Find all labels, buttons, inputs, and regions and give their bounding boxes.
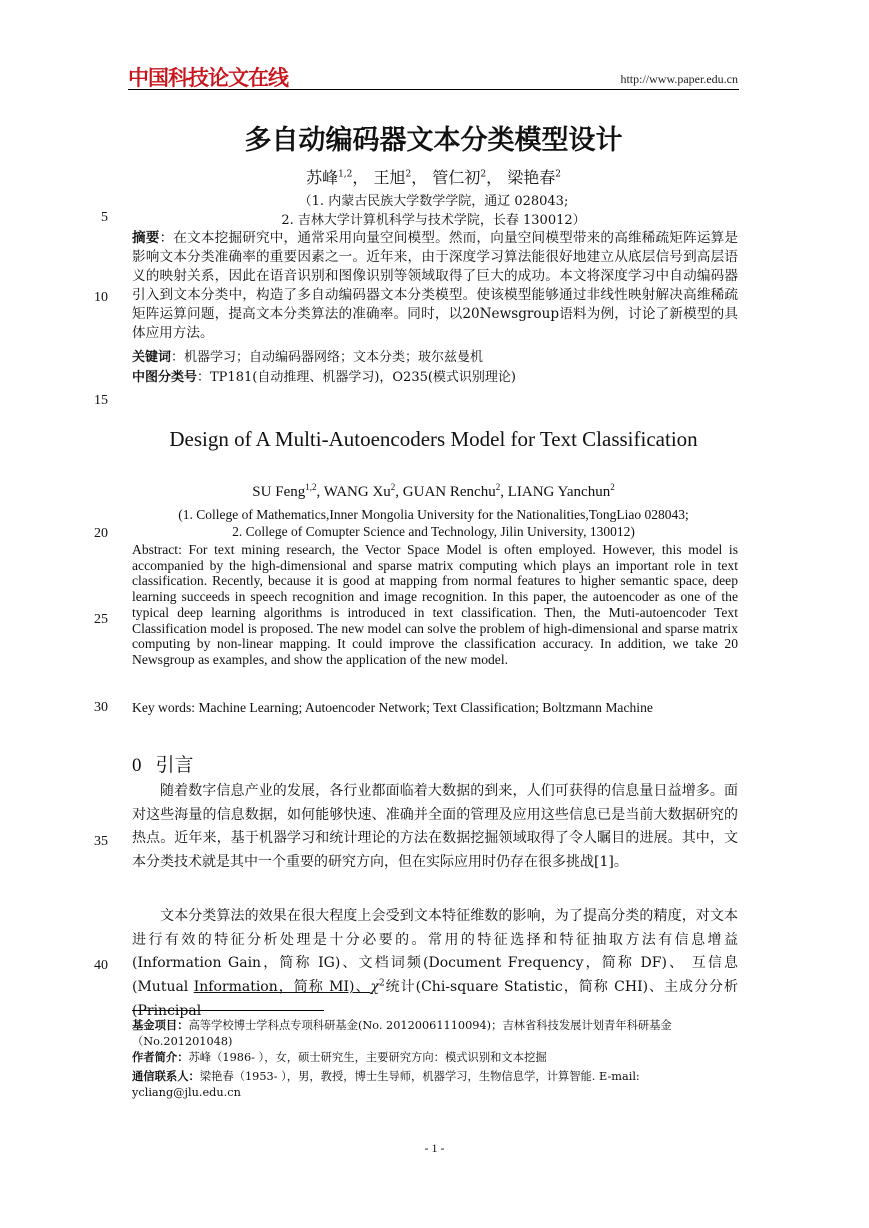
author-name-en: LIANG Yanchun bbox=[507, 484, 611, 500]
footnote-rule bbox=[132, 1010, 324, 1011]
author-name: 王旭 bbox=[373, 168, 406, 187]
line-number: 30 bbox=[94, 700, 108, 715]
abstract-label-zh: 摘要 bbox=[132, 230, 160, 246]
keywords-label-en: Key words bbox=[132, 700, 192, 715]
section-heading bbox=[132, 750, 194, 777]
footnote-fund-text: 高等学校博士学科点专项科研基金(No. 20120061110094)；吉林省科技发展计划青年科研基金（No.201201048) bbox=[132, 1019, 672, 1048]
footnote-author bbox=[132, 1050, 738, 1066]
author-name: 苏峰 bbox=[306, 168, 339, 187]
line-number: 10 bbox=[94, 290, 108, 305]
intro-paragraph-2 bbox=[132, 905, 738, 1024]
intro-paragraph-2-b: 统计(Chi-square Statistic，简称 CHI)、主成分分析(Principal bbox=[132, 979, 738, 1019]
abstract-text-zh: ：在文本挖掘研究中，通常采用向量空间模型。然而，向量空间模型带来的高维稀疏矩阵运算是影响文本分类准确率的重要因素之一。近年来，由于深度学习算法能很好地建立从底层信号到高层语义的映射关系，因此在语音识别和图像识别等领域取得了巨大的成功。本文将深度学习中自动编码器引入到文本分类中，构造了多自动编码器文本分类模型。使该模型能够通过非线性映射解决高维稀疏矩阵运算问题，提高文本分类算法的准确率。同时，以20Newsgroup语料为例，讨论了新模型的具体应用方法。 bbox=[132, 230, 739, 341]
author-name: 管仁初 bbox=[432, 168, 481, 187]
footnote-contact-label: 通信联系人： bbox=[132, 1070, 200, 1083]
line-number: 5 bbox=[101, 210, 108, 225]
author-sup-en: 2 bbox=[610, 482, 615, 492]
paper-title-en: Design of A Multi-Autoencoders Model for Text Classification bbox=[169, 427, 698, 451]
author-name-en: WANG Xu bbox=[323, 484, 391, 500]
chi-symbol: χ bbox=[370, 979, 379, 996]
line-number: 15 bbox=[94, 393, 108, 408]
author-sup-en: 2 bbox=[495, 482, 501, 492]
author-sup-en: 2 bbox=[390, 482, 396, 492]
affiliation-zh-1: （1. 内蒙古民族大学数学学院，通辽 028043; bbox=[298, 194, 569, 209]
abstract-text-en: : For text mining research, the Vector Space Model is often employed. However, this model is accompanied by the high-dimensional and sparse matrix computing which plays an important role in text classification. Recently, because it is good at mapping from normal features to higher semantic space, deep learning succeeds in speech recognition and image recognition. In this paper, the autoencoder as one of the typical deep learning algorithms is introduced in text classification. Then, the Muti-autoencoder Text Classification model is proposed. The new model can solve the problem of high-dimensional and sparse matrix computing by non-linear mapping. It could improve the classification accuracy. In addition, we take 20 Newsgroup as examples, and show the application of the new model. bbox=[132, 542, 738, 667]
keywords-text-en: : Machine Learning; Autoencoder Network; Text Classification; Boltzmann Machine bbox=[191, 700, 653, 715]
author-sup: 2 bbox=[555, 169, 561, 180]
intro-paragraph-2-underline: Information，简称 MI)、 bbox=[193, 979, 371, 996]
chi-sup: 2 bbox=[378, 978, 385, 989]
line-number: 25 bbox=[94, 612, 108, 627]
line-number: 35 bbox=[94, 834, 108, 849]
author-sup: 1,2 bbox=[338, 169, 353, 180]
section-title: 引言 bbox=[155, 754, 194, 776]
abstract-en bbox=[132, 542, 738, 668]
section-number: 0 bbox=[132, 755, 142, 776]
keywords-label-zh: 关键词 bbox=[132, 350, 172, 365]
line-number: 20 bbox=[94, 526, 108, 541]
affiliation-en-2: 2. College of Comupter Science and Technology, Jilin University, 130012) bbox=[232, 524, 635, 539]
footnote-author-text: 苏峰（1986- ），女，硕士研究生，主要研究方向：模式识别和文本挖掘 bbox=[188, 1051, 547, 1064]
line-number: 40 bbox=[94, 958, 108, 973]
author-name: 梁艳春 bbox=[507, 168, 556, 187]
clc-text-zh: ：TP181(自动推理、机器学习)，O235(模式识别理论) bbox=[197, 370, 517, 385]
authors-zh: 苏峰$^{1,2}$， 王旭$^2$， 管仁初$^2$， 梁艳春$^2$ bbox=[306, 168, 561, 187]
page-number: - 1 - bbox=[424, 1141, 445, 1155]
affiliation-en-1: (1. College of Mathematics,Inner Mongolia University for the Nationalities,TongLiao 028043; bbox=[178, 507, 689, 522]
header-rule bbox=[128, 89, 739, 90]
author-name-en: SU Feng bbox=[252, 484, 306, 500]
footnote-fund-label: 基金项目： bbox=[132, 1019, 189, 1032]
abstract-zh bbox=[132, 229, 738, 343]
header-url[interactable]: http://www.paper.edu.cn bbox=[620, 72, 738, 86]
author-name-en: GUAN Renchu bbox=[402, 484, 496, 500]
author-sup: 2 bbox=[405, 169, 412, 180]
authors-en: SU Feng$^{1,2}$, WANG Xu$^2$, GUAN Renchu$^2$, LIANG Yanchun$^2$ bbox=[252, 482, 615, 500]
author-sup-en: 1,2 bbox=[305, 482, 317, 492]
journal-logo: 中国科技论文在线 bbox=[128, 66, 288, 90]
footnote-contact-text: 梁艳春（1953- ），男，教授，博士生导师，机器学习，生物信息学，计算智能. E-mail: ycliang@jlu.edu.cn bbox=[132, 1070, 640, 1099]
intro-paragraph-1: 随着数字信息产业的发展，各行业都面临着大数据的到来，人们可获得的信息量日益增多。面对这些海量的信息数据，如何能够快速、准确并全面的管理及应用这些信息已是当前大数据研究的热点。近年来，基于机器学习和统计理论的方法在数据挖掘领域取得了令人瞩目的进展。其中，文本分类技术就是其中一个重要的研究方向，但在实际应用时仍存在很多挑战[1]。 bbox=[132, 783, 738, 871]
keywords-en bbox=[132, 700, 738, 716]
affiliation-zh-2: 2. 吉林大学计算机科学与技术学院，长春 130012） bbox=[281, 213, 586, 228]
clc-zh bbox=[132, 368, 738, 387]
keywords-text-zh: ：机器学习；自动编码器网络；文本分类；玻尔兹曼机 bbox=[171, 350, 484, 365]
intro-paragraph-2-a: 文本分类算法的效果在很大程度上会受到文本特征维数的影响，为了提高分类的精度，对文本进行有效的特征分析处理是十分必要的。常用的特征选择和特征抽取方法有信息增益(Information Gain，简称 IG)、文档词频(Document Frequency，简称 DF)、 互信息(Mutual bbox=[132, 908, 738, 996]
footnote-author-label: 作者简介： bbox=[132, 1051, 189, 1064]
keywords-zh bbox=[132, 348, 738, 367]
footnote-contact bbox=[132, 1069, 738, 1100]
author-sup: 2 bbox=[480, 169, 487, 180]
footnote-fund bbox=[132, 1018, 738, 1049]
abstract-label-en: Abstract bbox=[132, 542, 179, 557]
paper-title-zh: 多自动编码器文本分类模型设计 bbox=[244, 125, 623, 156]
clc-label-zh: 中图分类号 bbox=[132, 370, 198, 385]
